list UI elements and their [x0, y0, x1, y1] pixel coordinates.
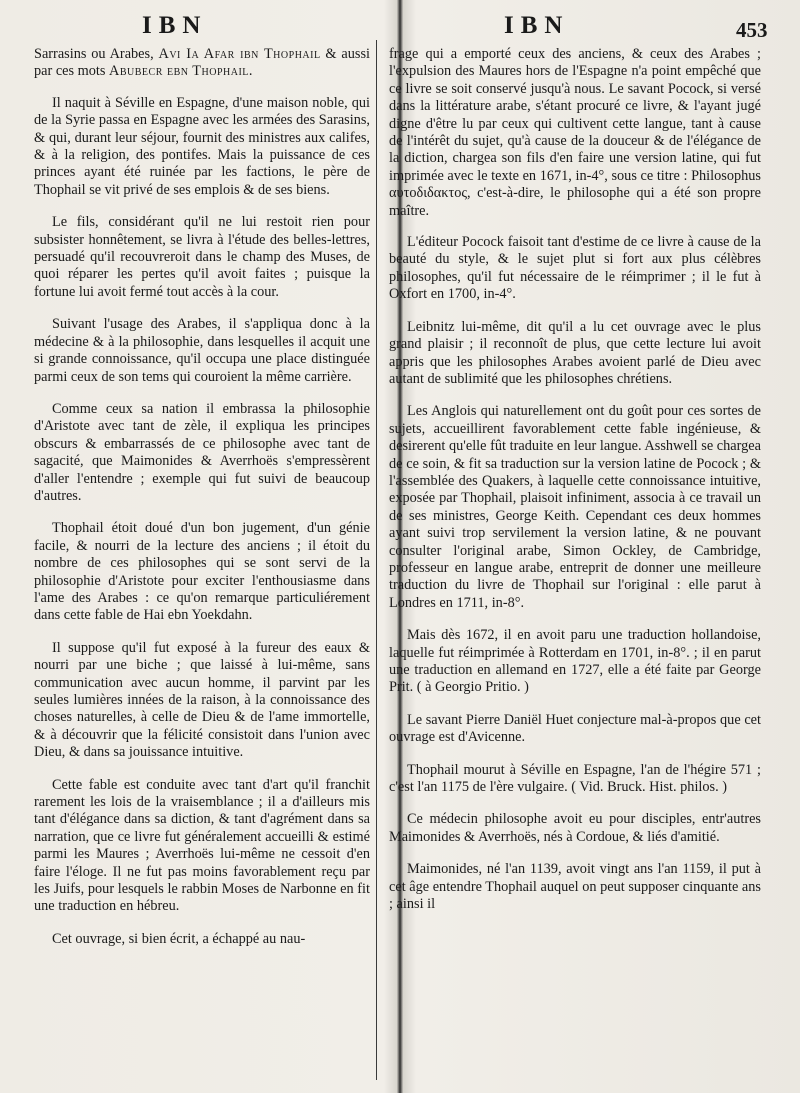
paragraph: Il naquit à Séville en Espagne, d'une maison noble, qui de la Syrie passa en Espagne avec les armées des Sarasins, & qui, durant leur séjour, fournit des ministres aux califes, & à la religion, des pontifes. Mais la puissance de ces princes ayant été ruinée par les factions, le père de Thophail se vit privé de ses emplois & de ses biens.	[34, 94, 370, 198]
intro-text-a: Sarrasins ou Arabes,	[34, 46, 159, 62]
paragraph: Maimonides, né l'an 1139, avoit vingt ans l'an 1159, il put à cet âge entendre Thophail auquel on peut supposer cinquante ans ; ainsi il	[389, 861, 761, 913]
left-column	[34, 46, 370, 963]
paragraph: Ce médecin philosophe avoit eu pour disciples, entr'autres Maimonides & Averrhoës, nés à Cordoue, & liés d'amitié.	[389, 811, 761, 845]
paragraph: Thophail mourut à Séville en Espagne, l'an de l'hégire 571 ; c'est l'an 1175 de l'ère vulgaire. ( Vid. Bruck. Hist. philos. )	[389, 761, 761, 796]
running-head-left: IBN	[142, 12, 208, 39]
paragraph: Suivant l'usage des Arabes, il s'appliqua donc à la médecine & à la philosophie, dans lesquelles il acquit une si grande connoissance, qu'il occupa une place distinguée parmi ceux de son tems qui couroient la même carrière.	[34, 316, 370, 385]
paragraph: Le savant Pierre Daniël Huet conjecture mal-à-propos que cet ouvrage est d'Avicenne.	[389, 711, 761, 746]
paragraph: Leibnitz lui-même, dit qu'il a lu cet ouvrage avec le plus grand plaisir ; il reconnoît de plus, que cette lecture lui avoit appris que les philosophes Arabes avoient parlé de Dieu avec autant de sublimité que les philosophes chrétiens.	[389, 318, 761, 387]
intro-paragraph	[34, 46, 370, 81]
paragraph: frage qui a emporté ceux des anciens, & ceux des Arabes ; l'expulsion des Maures hors de l'Espagne n'a point empêché que ce livre se soit conservé jusqu'à nous. Le savant Pocock, si versé dans la littérature arabe, s'étant procuré ce livre, & l'ayant jugé digne d'être lu par ceux qui cultivent cette langue, tant à cause de l'intérêt du sujet, qu'à cause de la douceur & de l'élégance de la diction, chargea son fils d'en faire une version latine, qui fut imprimée avec le texte en 1671, in-4°, sous ce titre : Philosophus αυτοδιδακτος, c'est-à-dire, le philosophe qui a été son propre maître.	[389, 46, 761, 219]
paragraph: Le fils, considérant qu'il ne lui restoit rien pour subsister honnêtement, se livra à l'étude des belles-lettres, persuadé qu'il recouvreroit dans le champ des Muses, de quoi réparer les pertes qu'il avoit faites ; puisque la fortune lui avoit fermé tout accès à la cour.	[34, 214, 370, 300]
page-number: 453	[736, 18, 768, 42]
paragraph: L'éditeur Pocock faisoit tant d'estime de ce livre à cause de la beauté du style, & le sujet plut si fort aux plus célèbres philosophes, qu'il fut nécessaire de le réimprimer ; il le fut à Oxfort en 1700, in-4°.	[389, 234, 761, 303]
paragraph: Mais dès 1672, il en avoit paru une traduction hollandoise, laquelle fut réimprimée à Rotterdam en 1701, in-8°. ; il en parut une traduction en allemand en 1727, elle a été faite par George Prit. ( à Georgio Pritio. )	[389, 627, 761, 696]
paragraph: Comme ceux sa nation il embrassa la philosophie d'Aristote avec tant de zèle, il expliqua les principes obscurs & embarrassés de ce philosophe avec tant de sagacité, que Maimonides & Averrhoës s'empressèrent d'aller l'entendre ; exemple qui fut suivi de beaucoup d'autres.	[34, 400, 370, 504]
intro-name-2: Abubecr ebn Thophail.	[109, 63, 253, 80]
column-divider	[376, 40, 377, 1080]
right-column	[389, 46, 761, 928]
paragraph: Cet ouvrage, si bien écrit, a échappé au nau-	[52, 930, 306, 947]
running-head-right: IBN	[504, 12, 570, 39]
paragraph: Thophail étoit doué d'un bon jugement, d'un génie facile, & nourri de la lecture des anciens ; il étoit du nombre de ces philosophes qui se sont servi de la philosophie d'Aristote pour exciter l'enthousiasme dans l'ame des Arabes : ce qu'on remarque particuliérement dans cette fable de Hai ebn Yoekdahn.	[34, 520, 370, 624]
intro-name-1: Avi Ia Afar ibn Thophail	[158, 46, 321, 62]
paragraph: Cette fable est conduite avec tant d'art qu'il franchit rarement les lois de la vraisemblance ; il a d'ailleurs mis tant d'élégance dans sa diction, & tant d'agrément dans sa narration, que ce livre fut généralement accueilli & estimé parmi les Maures ; Averrhoës lui-même ne cessoit d'en faire l'éloge. Il ne fut pas moins favorablement reçu par les Juifs, pour lesquels le rabbin Moses de Narbonne en fit une traduction en hébreu.	[34, 776, 370, 915]
intro-text-b: & aussi par ces mots	[34, 46, 370, 80]
paragraph: Les Anglois qui naturellement ont du goût pour ces sortes de sujets, accueillirent favorablement cette fable ingénieuse, & desirerent qu'elle fût traduite en leur langue. Asshwell se chargea de ce soin, & fit sa traduction sur la version latine de Pocock ; & l'assemblée des Quakers, à laquelle cette connoissance intuitive, exposée par Thophail, plaisoit infiniment, associa à ce travail un de ses ministres, George Keith. Cependant ces deux hommes ayant suivi trop servilement la version latine, & ne pouvant consulter l'original arabe, Simon Ockley, de Cambridge, professeur en langue arabe, entreprit de donner une meilleure traduction du livre de Thophail sur l'original : elle parut à Londres en 1711, in-8°.	[389, 403, 761, 611]
paragraph: Il suppose qu'il fut exposé à la fureur des eaux & nourri par une biche ; que laissé à lui-même, sans communication avec aucun homme, il parvint par les seules lumières innées de la raison, à la connoissance des choses naturelles, à celle de Dieu & de l'ame immortelle, & à découvrir que la félicité consistoit dans l'union avec Dieu, & dans sa jouissance intuitive.	[34, 639, 370, 761]
